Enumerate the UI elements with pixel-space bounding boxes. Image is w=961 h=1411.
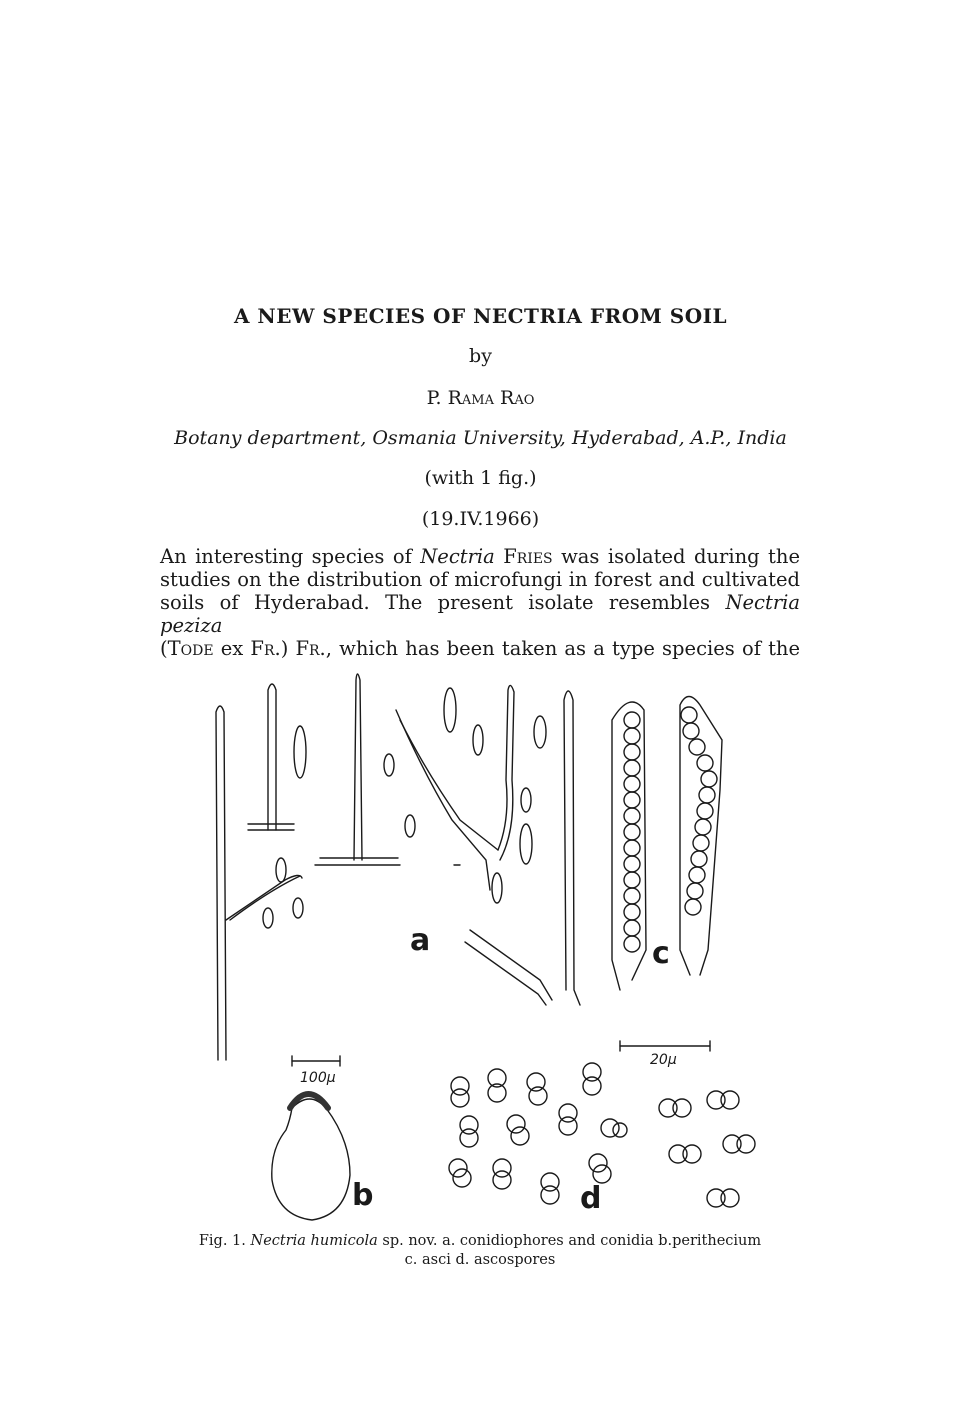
conidia-drawing [263,688,546,928]
figure-1 [160,660,800,1230]
ascospores-drawing [449,1063,755,1207]
date: (19.IV.1966) [421,508,540,530]
byline: by [469,345,492,367]
author-name: Rama Rao [447,387,535,409]
label-d: d [580,1181,602,1216]
body-text [160,545,800,660]
caption-species: Nectria humicola [250,1233,378,1249]
figure-note: (with 1 fig.) [424,467,537,489]
author-initial: P. [426,387,448,409]
label-a: a [410,923,431,958]
caption-rest-1: sp. nov. a. conidiophores and conidia b.perithecium [377,1233,762,1249]
body-line-4: (Tode ex Fr.) Fr., which has been taken as a type species of the [160,637,801,660]
scale-bar-100 [292,1056,340,1066]
perithecium-drawing [272,1094,350,1220]
figure-drawing [160,660,800,1230]
affiliation: Botany department, Osmania University, Hyderabad, A.P., India [174,427,787,449]
conidiophores-drawing [216,674,580,1060]
scale-bar-20 [620,1041,710,1051]
author [0,387,961,409]
body-line-1: An interesting species of Nectria Fries was isolated during the [160,545,800,568]
caption-fig: Fig. 1. [198,1233,251,1249]
figure-caption [160,1232,800,1270]
caption-rest-2: c. asci d. ascospores [404,1252,556,1268]
label-b: b [352,1178,374,1213]
scale-label-100: 100μ [300,1070,336,1086]
body-line-3: soils of Hyderabad. The present isolate resembles Nectria peziza [160,591,800,637]
body-line-2: studies on the distribution of microfungi in forest and cultivated [160,568,800,591]
scale-label-20: 20μ [650,1052,677,1068]
paper-title: A NEW SPECIES OF NECTRIA FROM SOIL [233,304,728,328]
label-c: c [652,936,670,971]
